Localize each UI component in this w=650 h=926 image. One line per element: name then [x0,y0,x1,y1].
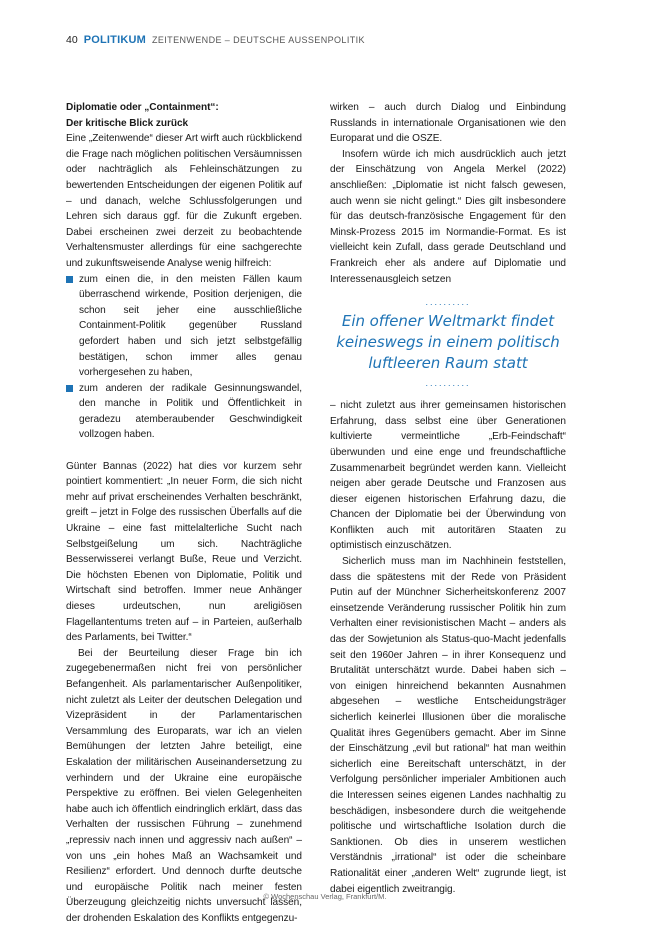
bullet-list [66,272,302,444]
pull-quote-text: Ein offener Weltmarkt findet keineswegs in einem politisch luftleeren Raum statt [336,312,560,373]
copyright-footer: © Wochenschau Verlag, Frankfurt/M. [263,892,387,901]
bullet-item [66,381,302,443]
bullet-text: zum anderen der radikale Gesinnungswandel, den manche in Politik und Öffentlichkeit in geradezu atemberaubender Geschwindigkeit vollzogen haben. [79,382,302,441]
dots-divider-top: .......... [425,297,471,308]
article-heading-line2: Der kritische Blick zurück [66,117,189,129]
right-paragraph-2: Insofern würde ich mich ausdrücklich auch jetzt der Einschätzung von Angela Merkel (2022) anschließen: „Diplomatie ist nicht falsch gewesen, auch wenn sie nicht gelingt.“ Dies gilt insbesondere für das deutsch-französische Engagement für den Minsk-Prozess 2015 im Normandie-Format. Es ist vielleicht kein Zufall, dass gerade Deutschland und Frankreich eher als andere auf Diplomatie und Interessenausgleich setzen [330,148,566,285]
left-paragraph-3: Bei der Beurteilung dieser Frage bin ich zugegebenermaßen nicht frei von persönlicher Befangenheit. Als parlamentarischer Außenpolitiker, nicht zuletzt als Leiter der deutschen Delegation und Vizepräsident in der Parlamentarischen Versammlung des Europarats, war ich an vielen Bemühungen der letzten Jahre beteiligt, eine Eskalation der militärischen Auseinandersetzung zu verhindern und der Ukraine eine europäische Perspektive zu eröffnen. Bei vielen Gelegenheiten habe auch ich öffentlich eindringlich erklärt, dass das Verhalten der russischen Führung – zunehmend „repressiv nach innen und aggressiv nach außen“ – von uns „ein hohes Maß an Wachsamkeit und Resilienz“ erfordert. Und dennoch durfte deutsche und europäische Politik nach meiner festen Überzeugung gleichzeitig nichts unversucht lassen, der drohenden Eskalation des Konflikts entgegenzu- [66,647,302,924]
bullet-text: zum einen die, in den meisten Fällen kaum überraschend wirkende, Position derjenigen, die schon seit jeher eine ausschließliche Containment-Politik gegenüber Russland gefordert haben und sich jetzt selbstgefällig bestätigen, schon immer alles genau vorhergesehen zu haben, [79,273,302,379]
bullet-item [66,272,302,381]
left-paragraph-1: Eine „Zeitenwende“ dieser Art wirft auch rückblickend die Frage nach möglichen politischen Versäumnissen oder nachträglich als Fehleinschätzungen zu bewertenden Entscheidungen der eigenen Politik auf – und danach, welche Schlussfolgerungen und Lehren sich daraus ggf. für die Zukunft ergeben. Dabei erscheinen zwei derzeit zu beobachtende Verhaltensmuster allerdings für eine sachgerechte und zukunftsweisende Analyse wenig hilfreich: [66,133,302,269]
left-column [66,100,302,926]
running-header [66,34,365,46]
right-column [330,100,566,897]
dots-divider-bottom: .......... [425,378,471,389]
left-paragraph-2: Günter Bannas (2022) hat dies vor kurzem sehr pointiert kommentiert: „In neuer Form, die sich nicht mehr auf privat erscheinendes Verhalten beschränkt, greift – jetzt in Folge des russischen Überfalls auf die Ukraine – eine fast mittelalterliche Sucht nach Selbstgeißelung um sich. Nachträgliche Besserwisserei verlangt Buße, Reue und Verzicht. Die höchsten Ebenen von Diplomatie, Politik und Wirtschaft sind betroffen. Immer neue Anhänger dieses urdeutschen, nun areligiösen Flagellantentums treten auf – in Parteien, außerhalb des Parlaments, bei Twitter.“ [66,460,302,644]
right-paragraph-1: wirken – auch durch Dialog und Einbindung Russlands in internationale Organisationen wie den Europarat und die OSZE. [330,102,566,145]
magazine-brand: POLITIKUM [83,34,146,46]
article-heading-line1: Diplomatie oder „Containment“: [66,102,219,113]
pull-quote [330,297,566,388]
square-bullet-icon [66,385,73,392]
right-paragraph-4: Sicherlich muss man im Nachhinein feststellen, dass die spätestens mit der Rede von Präsident Putin auf der Münchner Sicherheitskonferenz 2007 einsetzende Veränderung russischer Politik hin zum Verhalten einer revisionistischen Macht – anders als das der Sowjetunion als Status-quo-Macht jedenfalls seit den 1960er Jahren – in ihrer Konsequenz und Brutalität unterschätzt wurde. Dabei haben sich – von einigen hinreichend bekannten Ausnahmen abgesehen – westliche Entscheidungsträger sicherlich keinerlei Illusionen über die moralische Qualität ihres Gegenübers gemacht. Aber im Sinne der Einschätzung „evil but rational“ hat man weithin sicherlich eine Bereitschaft unterschätzt, in der Verfolgung persönlicher imperialer Ambitionen auch die Interessen seines eigenen Landes nachhaltig zu beschädigen, insbesondere durch die weitgehende politische und wirtschaftliche Isolation durch die Sanktionen. Ob dies in unserem westlichen Verständnis „irrational“ ist oder die scheinbare Rationalität einer „anderen Welt“ zugrunde liegt, ist dabei eigentlich zweitrangig. [330,556,566,895]
section-title: ZEITENWENDE – DEUTSCHE AUSSENPOLITIK [151,35,365,45]
right-paragraph-3: – nicht zuletzt aus ihrer gemeinsamen historischen Erfahrung, dass selbst eine über Generationen kultivierte vermeintliche „Erb-Feindschaft“ überwunden und eine enge und freundschaftliche Zusammenarbeit begründet werden kann. Vielleicht neigen aber gerade Deutsche und Franzosen aus dieser eigenen historischen Erfahrung dazu, die Chancen der Diplomatie bei der Überwindung von Konflikten auch mit autoritären Staaten zu optimistisch einzuschätzen. [330,400,566,552]
square-bullet-icon [66,276,73,283]
page-number: 40 [66,34,78,46]
